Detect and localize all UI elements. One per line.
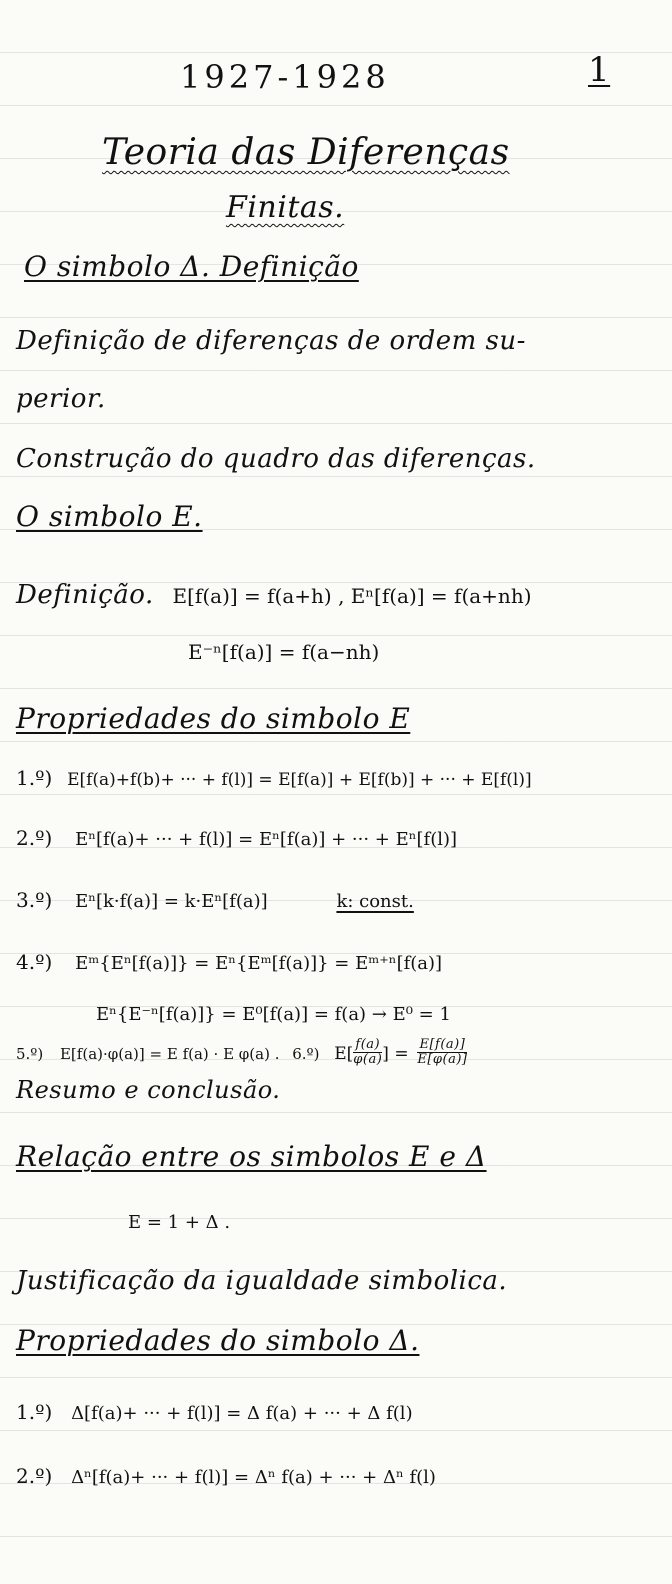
section-properties-e: Propriedades do simbolo E — [16, 702, 411, 735]
formula: E[f(a)+f(b)+ ··· + f(l)] = E[f(a)] + E[f(b)] + ··· + E[f(l)] — [67, 770, 532, 790]
property-label: 4.º) — [16, 950, 53, 974]
property-label: 2.º) — [16, 826, 53, 850]
page-number: 1 — [588, 50, 611, 90]
property-4 — [16, 946, 442, 976]
text-line: Justificação da igualdade simbolica. — [16, 1266, 508, 1296]
formula: E[f(a)·φ(a)] = E f(a) · E φ(a) . — [59, 1045, 280, 1063]
denominator: φ(a) — [353, 1051, 383, 1067]
fraction — [417, 1038, 467, 1067]
property-label: 2.º) — [16, 1464, 53, 1488]
delta-property-2 — [16, 1460, 436, 1490]
formula: Eⁿ[k·f(a)] = k·Eⁿ[f(a)] — [75, 891, 268, 912]
property-label: 6.º) — [292, 1045, 320, 1063]
property-label: 1.º) — [16, 766, 53, 790]
property-label: 1.º) — [16, 1400, 53, 1424]
text-line: Resumo e conclusão. — [16, 1076, 281, 1104]
property-4-identity: Eⁿ{E⁻ⁿ[f(a)]} = E⁰[f(a)] = f(a) → E⁰ = 1 — [96, 1004, 451, 1025]
section-relation: Relação entre os simbolos E e Δ — [16, 1140, 487, 1173]
year-heading — [180, 58, 390, 96]
section-symbol-e: O simbolo E. — [16, 500, 203, 533]
formula: Eⁿ[f(a)+ ··· + f(l)] = Eⁿ[f(a)] + ··· + Eⁿ[f(l)] — [75, 829, 458, 850]
year-text: 1927-1928 — [180, 58, 390, 96]
property-label: 5.º) — [16, 1045, 44, 1063]
formula: E[f(a)] = f(a+h) , Eⁿ[f(a)] = f(a+nh) — [172, 584, 532, 608]
formula-part: ] = — [382, 1044, 409, 1064]
property-label: 3.º) — [16, 888, 53, 912]
formula-part: E[ — [334, 1044, 354, 1064]
text-line: perior. — [16, 384, 106, 414]
denominator: E[φ(a)] — [417, 1051, 468, 1067]
constant-note: k: const. — [336, 891, 414, 912]
numerator: f(a) — [353, 1038, 382, 1053]
fraction — [353, 1038, 382, 1067]
delta-property-1 — [16, 1396, 413, 1426]
definition-label: Definição. — [16, 580, 154, 610]
title-line-2: Finitas. — [226, 190, 345, 225]
property-1 — [16, 762, 532, 792]
section-properties-delta: Propriedades do simbolo Δ. — [16, 1324, 420, 1357]
relation-formula: E = 1 + Δ . — [128, 1212, 231, 1233]
text-line: Definição de diferenças de ordem su- — [16, 326, 526, 356]
property-3 — [16, 884, 414, 914]
text-line: Construção do quadro das diferenças. — [16, 444, 536, 474]
numerator: E[f(a)] — [417, 1038, 467, 1053]
title-line-1: Teoria das Diferenças — [102, 132, 510, 173]
section-delta-definition: O simbolo Δ. Definição — [24, 250, 359, 283]
formula: Eᵐ{Eⁿ[f(a)]} = Eⁿ{Eᵐ[f(a)]} = Eᵐ⁺ⁿ[f(a)] — [75, 953, 443, 974]
formula: Δ[f(a)+ ··· + f(l)] = Δ f(a) + ··· + Δ f(l) — [71, 1403, 413, 1424]
formula-line: E⁻ⁿ[f(a)] = f(a−nh) — [188, 640, 380, 664]
property-2 — [16, 822, 457, 852]
property-5-6 — [16, 1036, 467, 1067]
definition-e-line — [16, 580, 532, 610]
formula: Δⁿ[f(a)+ ··· + f(l)] = Δⁿ f(a) + ··· + Δⁿ f(l) — [71, 1467, 436, 1488]
